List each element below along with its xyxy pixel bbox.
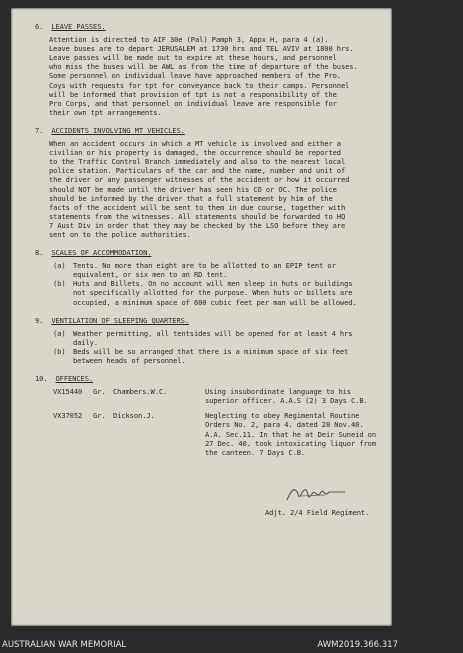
adjutant-title: Adjt. 2/4 Field Regiment. (265, 508, 370, 517)
text-line: sent on to the police authorities. (49, 229, 191, 239)
handwritten-signature (265, 480, 365, 510)
text-line: Leave passes will be made out to expire at these hours, and personnel (49, 53, 337, 63)
text-line: Coys with requests for tpt for conveyance back to their camps. Personnel (49, 80, 350, 90)
sub-item-text (73, 261, 336, 279)
section-heading (35, 126, 397, 135)
sub-item-text (73, 279, 357, 306)
text-line: should be informed by the driver that a full statement by him of the (49, 193, 333, 203)
sub-item (53, 347, 397, 365)
soldier-name: Dickson.J. (113, 411, 155, 421)
text-line: 27 Dec. 40. took intoxicating liquor from (205, 438, 377, 448)
archive-reference: AWM2019.366.317 (317, 640, 398, 650)
captain-line: ..........Capt. (400, 498, 463, 507)
section-accidents (35, 126, 397, 239)
section-heading (35, 374, 397, 383)
text-line: not specifically allotted for the purpose. When huts or billets are (73, 288, 353, 298)
text-line: occupied, a minimum space of 600 cubic feet per man will be allowed. (73, 297, 357, 307)
offence-description (205, 387, 397, 405)
section-title: OFFENCES. (55, 374, 94, 384)
sub-item-tag: (b) (53, 279, 66, 289)
section-title: VENTILATION OF SLEEPING QUARTERS. (51, 315, 189, 325)
text-line: civilian or his property is damaged, the occurrence should be reported (49, 148, 341, 158)
text-line: statements from the witnesses. All statements should be forwarded to HQ (49, 211, 346, 221)
section-leave-passes (35, 22, 397, 117)
section-title: SCALES OF ACCOMMODATION. (51, 248, 152, 258)
text-line: Pro Corps, and that personnel on individual leave are responsible for (49, 98, 337, 108)
text-line: Tents. No more than eight are to be allotted to an EPIP tent or (73, 261, 336, 271)
archive-footer (0, 638, 402, 653)
text-line: Using insubordinate language to his (205, 387, 351, 397)
text-line: equivalent, or six men to an RD tent. (73, 270, 228, 280)
text-line: Neglecting to obey Regimental Routine (205, 411, 360, 421)
sub-item (53, 329, 397, 347)
document-page (11, 8, 463, 626)
text-line: Leave buses are to depart JERUSALEM at 1730 hrs and TEL AVIV at 1800 hrs. (49, 44, 354, 54)
rank: Gr. (93, 387, 106, 397)
document-body (35, 22, 463, 517)
archive-name: AUSTRALIAN WAR MEMORIAL (2, 640, 127, 650)
text-line: When an accident occurs in which a MT vehicle is involved and either a (49, 139, 341, 149)
section-heading (35, 22, 397, 31)
text-line: Attention is directed to AIF 30e (Pal) Pamph 3, Appx H, para 4 (a). (49, 35, 329, 45)
section-offences (35, 374, 397, 457)
service-number: VX37052 (53, 411, 83, 421)
text-line: will be informed that provision of tpt is not a responsibility of the (49, 89, 337, 99)
section-ventilation (35, 316, 397, 365)
text-line: facts of the accident will be sent to them in due course, together with (49, 202, 346, 212)
section-number: 9. (35, 315, 44, 325)
text-line: police station. Particulars of the car and the name, number and unit of (49, 166, 346, 176)
text-line: 7 Aust Div in order that they may be checked by the LSO before they are (49, 220, 346, 230)
sub-item-tag: (a) (53, 328, 66, 338)
offence-description (205, 411, 397, 456)
sub-item-text (73, 347, 348, 365)
section-title: LEAVE PASSES. (51, 22, 106, 31)
section-heading (35, 316, 397, 325)
text-line: who miss the buses will be AWL as from the time of departure of the buses. (49, 62, 358, 72)
section-heading (35, 248, 397, 257)
section-text (35, 35, 397, 117)
text-line: Orders No. 2, para 4. dated 28 Nov.40. (205, 420, 364, 430)
text-line: daily. (73, 337, 99, 347)
service-number: VX15440 (53, 387, 83, 397)
sub-item (53, 279, 397, 306)
section-accommodation (35, 248, 397, 307)
offence-row (53, 387, 397, 405)
rank: Gr. (93, 411, 106, 421)
signature-block (265, 480, 463, 517)
text-line: the driver or any passenger witnesses of the accident or how it occurred (49, 175, 350, 185)
text-line: superior officer. A.A.S (2) 3 Days C.B. (205, 396, 368, 406)
section-title: ACCIDENTS INVOLVING MT VEHICLES. (51, 125, 185, 135)
sub-item-text (73, 329, 352, 347)
text-line: Huts and Billets. On no account will men sleep in huts or buildings (73, 279, 353, 289)
section-text (35, 139, 397, 239)
text-line: the canteen. 7 Days C.B. (205, 447, 306, 457)
text-line: A.A. Sec.11. In that he at Deir Suneid on (205, 429, 377, 439)
section-number: 10. (35, 374, 48, 384)
text-line: to the Traffic Control Branch immediately and also to the nearest local (49, 157, 346, 167)
soldier-name: Chambers.W.C. (113, 387, 168, 397)
sub-item (53, 261, 397, 279)
text-line: their own tpt arrangements. (49, 107, 162, 117)
section-number: 7. (35, 125, 44, 135)
sub-item-tag: (a) (53, 261, 66, 271)
sub-item-tag: (b) (53, 346, 66, 356)
offence-row (53, 411, 397, 456)
section-number: 8. (35, 248, 44, 258)
text-line: Weather permitting, all tentsides will be opened for at least 4 hrs (73, 328, 353, 338)
text-line: Some personnel on individual leave have approached members of the Pro. (49, 71, 341, 81)
text-line: between heads of personnel. (73, 356, 186, 365)
text-line: Beds will be so arranged that there is a minimum space of six feet (73, 346, 349, 356)
text-line: should NOT be made until the driver has seen his CO or OC. The police (49, 184, 337, 194)
section-number: 6. (35, 22, 44, 31)
